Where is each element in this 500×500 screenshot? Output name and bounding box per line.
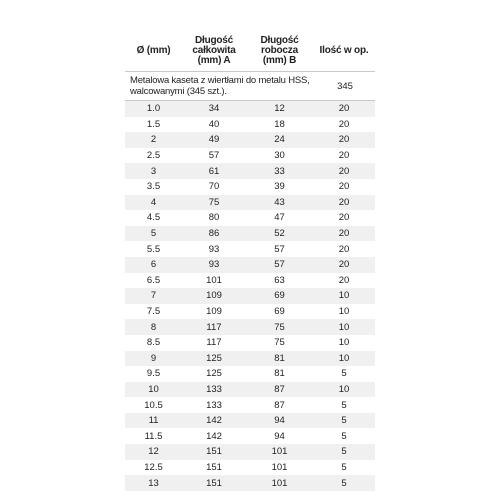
cell-total-length: 151 — [206, 461, 222, 473]
cell-working-length: 81 — [274, 352, 285, 364]
table-row — [125, 475, 375, 491]
cell-quantity: 5 — [341, 430, 347, 442]
cell-total-length: 109 — [206, 306, 222, 318]
cell-diameter: 5.5 — [146, 243, 161, 255]
cell-total-length: 34 — [208, 103, 220, 115]
cell-working-length: 24 — [274, 134, 285, 146]
table-header — [125, 30, 375, 72]
cell-total-length: 109 — [206, 290, 222, 302]
cell-total-length: 93 — [208, 243, 220, 255]
table-row — [125, 413, 375, 429]
cell-working-length: 94 — [274, 415, 285, 427]
table-row — [125, 117, 375, 133]
table-row — [125, 444, 375, 460]
cell-diameter: 7.5 — [146, 306, 161, 318]
cell-working-length: 18 — [274, 118, 285, 130]
cell-quantity: 5 — [341, 368, 347, 380]
table-row — [125, 226, 375, 242]
cell-diameter: 10 — [148, 383, 159, 395]
cell-total-length: 101 — [206, 274, 222, 286]
cell-diameter: 6.5 — [146, 274, 161, 286]
cell-quantity: 20 — [338, 118, 350, 130]
cell-total-length: 61 — [208, 165, 220, 177]
table-row — [125, 179, 375, 195]
cell-quantity: 5 — [341, 461, 347, 473]
cell-diameter: 12.5 — [144, 461, 163, 473]
header-total-length: Długość całkowita (mm) A — [192, 34, 236, 66]
cell-quantity: 5 — [341, 477, 347, 489]
cell-working-length: 101 — [271, 477, 288, 489]
cell-working-length: 12 — [274, 103, 285, 115]
cell-quantity: 20 — [338, 212, 350, 224]
cell-total-length: 142 — [206, 415, 222, 427]
cell-total-length: 133 — [206, 383, 222, 395]
cell-total-length: 80 — [208, 212, 220, 224]
table-row — [125, 304, 375, 320]
cell-diameter: 7 — [150, 290, 157, 302]
cell-diameter: 3.5 — [146, 181, 161, 193]
cell-working-length: 69 — [274, 290, 285, 302]
table-row — [125, 428, 375, 444]
cell-total-length: 125 — [206, 368, 222, 380]
cell-working-length: 47 — [274, 212, 285, 224]
cell-diameter: 8.5 — [146, 337, 161, 349]
cell-total-length: 40 — [208, 118, 220, 130]
table-row — [125, 132, 375, 148]
cell-quantity: 10 — [338, 306, 350, 318]
cell-total-length: 117 — [206, 321, 222, 333]
cell-working-length: 57 — [274, 243, 285, 255]
cell-diameter: 10.5 — [144, 399, 163, 411]
cell-quantity: 10 — [338, 352, 350, 364]
cell-diameter: 1.0 — [146, 103, 161, 115]
cell-working-length: 30 — [274, 150, 285, 162]
cell-working-length: 81 — [274, 368, 285, 380]
cell-diameter: 12 — [148, 446, 159, 458]
cell-working-length: 52 — [274, 228, 285, 240]
cell-diameter: 1.5 — [146, 118, 161, 130]
cell-working-length: 94 — [274, 430, 285, 442]
cell-diameter: 3 — [150, 165, 157, 177]
cell-working-length: 87 — [274, 383, 285, 395]
cell-total-length: 133 — [206, 399, 222, 411]
table-row — [125, 148, 375, 164]
cell-diameter: 2.5 — [146, 150, 161, 162]
cell-quantity: 20 — [338, 243, 350, 255]
cell-diameter: 9.5 — [146, 368, 161, 380]
cell-diameter: 9 — [150, 352, 157, 364]
table-row — [125, 319, 375, 335]
cell-quantity: 5 — [341, 399, 347, 411]
table-row — [125, 163, 375, 179]
cell-diameter: 11 — [148, 415, 159, 427]
cell-quantity: 5 — [341, 415, 347, 427]
table-row — [125, 288, 375, 304]
cell-quantity: 20 — [338, 103, 350, 115]
table-row — [125, 195, 375, 211]
cell-working-length: 33 — [274, 165, 285, 177]
table-row — [125, 257, 375, 273]
cell-quantity: 20 — [338, 196, 350, 208]
table-row — [125, 273, 375, 289]
table-row — [125, 101, 375, 117]
cell-working-length: 101 — [271, 461, 288, 473]
table-row — [125, 382, 375, 398]
cell-working-length: 69 — [274, 306, 285, 318]
cell-total-length: 125 — [206, 352, 222, 364]
cell-working-length: 57 — [274, 259, 285, 271]
table-row — [125, 366, 375, 382]
cell-quantity: 20 — [338, 181, 350, 193]
cell-quantity: 10 — [338, 383, 350, 395]
cell-diameter: 6 — [150, 259, 157, 271]
cell-quantity: 10 — [338, 321, 350, 333]
set-description: Metalowa kaseta z wiertłami do metalu HSS, walcowanymi (345 szt.). — [130, 75, 310, 97]
table-body — [125, 101, 375, 491]
cell-diameter: 13 — [148, 477, 159, 489]
cell-quantity: 20 — [338, 274, 350, 286]
table-row — [125, 397, 375, 413]
cell-working-length: 63 — [274, 274, 285, 286]
cell-quantity: 20 — [338, 134, 350, 146]
cell-quantity: 20 — [338, 228, 350, 240]
header-diameter: Ø (mm) — [136, 44, 171, 56]
cell-quantity: 20 — [338, 165, 350, 177]
cell-quantity: 20 — [338, 150, 350, 162]
header-quantity: Ilość w op. — [319, 44, 369, 56]
cell-diameter: 11.5 — [144, 430, 163, 442]
cell-diameter: 8 — [150, 321, 157, 333]
cell-working-length: 43 — [274, 196, 285, 208]
cell-diameter: 4.5 — [146, 212, 161, 224]
table-row — [125, 210, 375, 226]
set-description-row — [125, 72, 375, 101]
cell-total-length: 117 — [206, 337, 222, 349]
cell-quantity: 10 — [338, 337, 350, 349]
cell-working-length: 75 — [274, 337, 285, 349]
cell-diameter: 4 — [150, 196, 157, 208]
cell-quantity: 5 — [341, 446, 347, 458]
cell-total-length: 75 — [208, 196, 220, 208]
cell-diameter: 5 — [150, 228, 157, 240]
cell-total-length: 151 — [206, 477, 222, 489]
set-quantity: 345 — [337, 80, 353, 92]
table-row — [125, 335, 375, 351]
cell-quantity: 20 — [338, 259, 350, 271]
cell-total-length: 151 — [206, 446, 222, 458]
drill-spec-table — [125, 30, 375, 491]
table-row — [125, 241, 375, 257]
cell-diameter: 2 — [150, 134, 157, 146]
cell-working-length: 101 — [271, 446, 288, 458]
cell-total-length: 49 — [208, 134, 220, 146]
header-working-length: Długość robocza (mm) B — [260, 34, 299, 66]
cell-total-length: 57 — [208, 150, 220, 162]
table-row — [125, 351, 375, 367]
cell-working-length: 75 — [274, 321, 285, 333]
cell-quantity: 10 — [338, 290, 350, 302]
cell-working-length: 39 — [274, 181, 285, 193]
cell-working-length: 87 — [274, 399, 285, 411]
cell-total-length: 70 — [208, 181, 220, 193]
cell-total-length: 93 — [208, 259, 220, 271]
cell-total-length: 142 — [206, 430, 222, 442]
cell-total-length: 86 — [208, 228, 220, 240]
table-row — [125, 460, 375, 476]
